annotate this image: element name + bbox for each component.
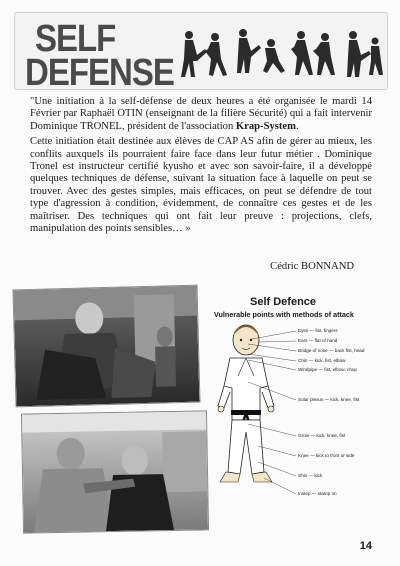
label-nose: Bridge of nose — back fist, head	[298, 348, 365, 353]
title-line-2: DEFENSE	[25, 50, 174, 90]
label-solar-plexus: Solar plexus — kick, knee, fist	[298, 397, 360, 402]
paragraph-1-text: "Une initiation à la self-défense de deux heures a été organisée le mardi 14 Février par Raphaël OTIN (enseignant de la filière Sécurité) qui a fait intervenir Dominique TRONEL, président de l'association	[30, 96, 372, 132]
association-name: Krap-System	[235, 120, 296, 132]
article-text	[30, 96, 372, 238]
label-shin: Shin — kick	[298, 473, 323, 478]
label-windpipe: Windpipe — fist, elbow, chop	[298, 367, 357, 372]
label-groin: Groin — kick, knee, fist	[298, 433, 346, 438]
signature: Cédric BONNAND	[270, 261, 354, 272]
title-line-1: SELF	[35, 16, 116, 60]
label-instep: Instep — stamp on	[298, 491, 337, 496]
paragraph-1-end: .	[295, 120, 299, 132]
diagram-subtitle: Vulnerable points with methods of attack	[214, 310, 354, 319]
label-knee: Knee — kick to front or side	[298, 453, 355, 458]
label-ears: Ears — flat of hand	[298, 338, 338, 343]
page-number: 14	[359, 540, 372, 552]
photo-1-image	[14, 286, 200, 407]
label-chin: Chin — kick, fist, elbow	[298, 358, 346, 363]
title-block	[23, 16, 174, 90]
paragraph-1	[30, 96, 372, 133]
fighters-silhouettes	[175, 21, 385, 83]
photo-training-1	[12, 285, 200, 408]
vulnerable-points-diagram	[208, 296, 374, 526]
header-banner	[14, 12, 388, 90]
paragraph-2: Cette initiation était destinée aux élèves de CAP AS afin de gérer au mieux, les conflits auxquels ils pourraient faire face dans leur futur métier . Dominique Tronel est instructeur certifié kyusho et avec son savoir-faire, il a développé quelques techniques de défense, suivant la situation face à laquelle on peut se trouver. Avec des gestes simples, mais efficaces, on peut se défendre de tout type d'agression à condition, évidemment, de connaître ces gestes et de les maîtriser. Des techniques qui ont fait leur preuve : projections, clefs, manipulation des points sensibles… »	[30, 136, 372, 235]
photo-2-image	[22, 411, 208, 532]
label-eyes: Eyes — fist, fingers	[298, 328, 338, 333]
photo-training-2	[21, 410, 209, 533]
karateka-figure	[208, 296, 374, 526]
diagram-title: Self Defence	[250, 296, 317, 308]
